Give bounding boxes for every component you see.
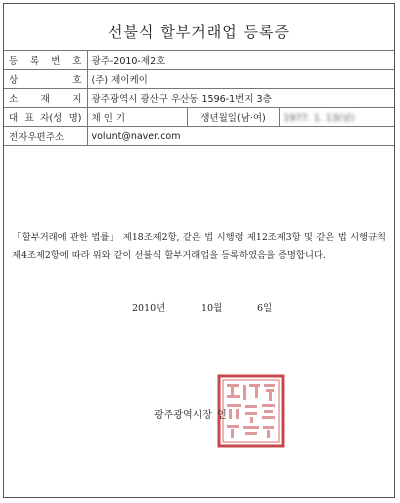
table-row [4, 127, 394, 146]
registration-table [4, 50, 394, 146]
issue-year: 2010년 [132, 303, 166, 314]
issue-day: 6일 [257, 303, 273, 314]
table-row [4, 89, 394, 108]
company-name-label: 상 호 [4, 70, 87, 89]
table-row [4, 70, 394, 89]
document-title: 선불식 할부거래업 등록증 [108, 23, 290, 41]
table-row [4, 108, 394, 127]
birthdate-label: 생년월일(남·여) [187, 108, 279, 127]
birthdate-value-cell [279, 108, 394, 127]
official-seal [217, 374, 285, 448]
registration-number-label: 등 록 번 호 [4, 51, 87, 70]
signer-title: 광주광역시장 [154, 410, 212, 421]
seal-mark: 인 [217, 410, 227, 421]
issue-month: 10월 [201, 303, 223, 314]
certification-statement: 「할부거래에 관한 법률」 제18조제2항, 같은 법 시행령 제12조제3항 및 같은 법 시행규칙 제4조제2항에 따라 위와 같이 선불식 할부거래업을 등록하였음을 증명합니다. [12, 232, 386, 261]
signer-block [154, 406, 227, 421]
representative-label: 대 표 자(성 명) [4, 108, 87, 127]
registration-number-value: 광주-2010-제2호 [87, 51, 394, 70]
address-label: 소 재 지 [4, 89, 87, 108]
company-name-value: (주) 제이케이 [87, 70, 394, 89]
representative-name: 채 인 기 [87, 108, 187, 127]
email-label: 전자우편주소 [4, 127, 87, 146]
email-value: volunt@naver.com [87, 127, 394, 146]
certificate-page [3, 3, 395, 498]
table-row [4, 51, 394, 70]
address-value: 광주광역시 광산구 우산동 1596-1번지 3층 [87, 89, 394, 108]
birthdate-value: 1977. 1. 13(남) [283, 113, 355, 124]
seal-glyph-pattern [227, 384, 275, 438]
